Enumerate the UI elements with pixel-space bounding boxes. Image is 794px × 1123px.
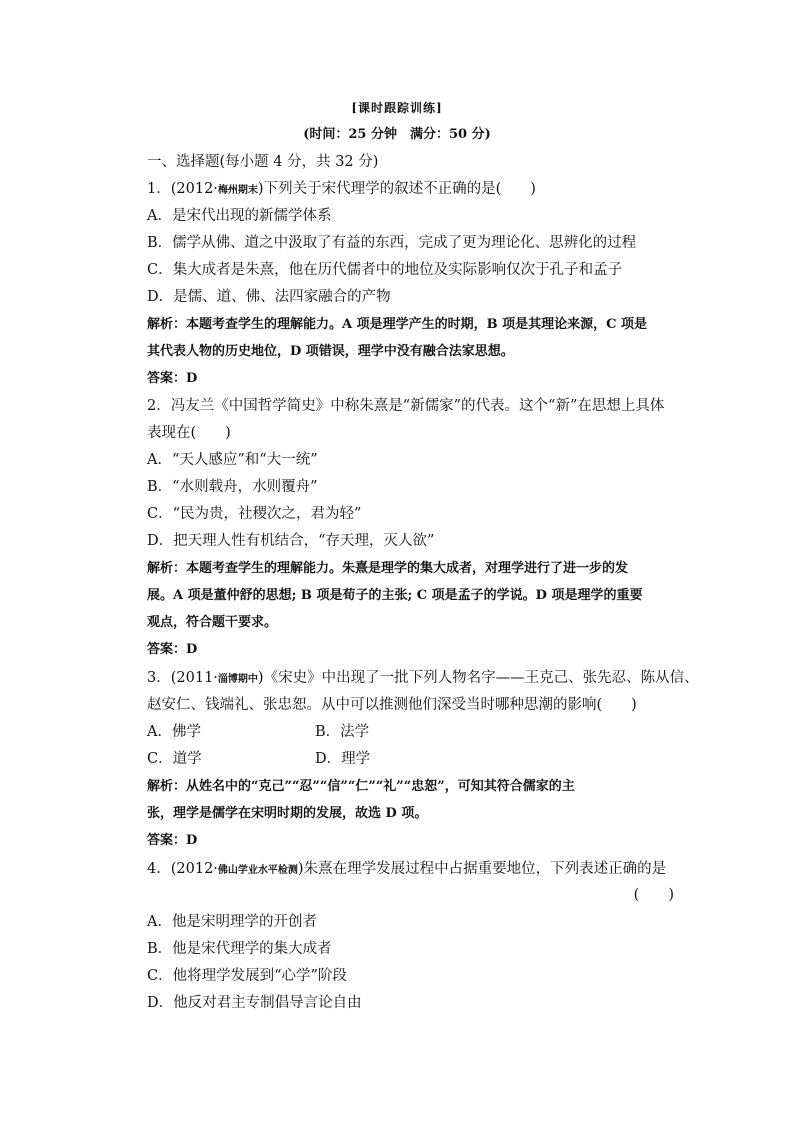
question-4-option-d: D．他反对君主专制倡导言论自由 [147, 995, 362, 1011]
question-2-option-b: B．“水则载舟，水则覆舟” [147, 479, 318, 495]
question-1-explanation-line1: 解析：本题考查学生的理解能力。A 项是理学产生的时期，B 项是其理论来源，C 项是 [147, 317, 647, 332]
question-2-option-c: C．“民为贵，社稷次之，君为轻” [147, 506, 362, 522]
source-tag: 梅州期末 [217, 185, 258, 196]
question-3-option-b: B．法学 [315, 724, 370, 740]
question-2-stem-line2: 表现在( ) [147, 425, 231, 441]
question-4-option-b: B．他是宋代理学的集大成者 [147, 941, 332, 957]
question-3-stem-line2: 赵安仁、钱端礼、张忠恕。从中可以推测他们深受当时哪种思潮的影响( ) [147, 697, 637, 713]
source-tag: 淄博期中 [217, 674, 258, 685]
time-score-info: (时间：25 分钟 满分：50 分) [303, 127, 491, 142]
question-3-options-row1 [147, 722, 370, 742]
exercise-title: [课时跟踪训练] [351, 101, 443, 115]
question-1-explanation-line2: 其代表人物的历史地位，D 项错误，理学中没有融合法家思想。 [147, 344, 514, 359]
question-2-answer: 答案：D [147, 642, 198, 657]
question-4-option-a: A．他是宋明理学的开创者 [147, 914, 317, 930]
question-4-option-c: C．他将理学发展到“心学”阶段 [147, 968, 347, 984]
question-3-option-c: C．道学 [147, 751, 202, 767]
question-2-stem-line1: 2．冯友兰《中国哲学简史》中称朱熹是“新儒家”的代表。这个“新”在思想上具体 [147, 398, 665, 414]
question-2-option-a: A．“天人感应”和“大一统” [147, 452, 318, 468]
question-1-stem: 1．(2012·梅州期末)下列关于宋代理学的叙述不正确的是( ) [147, 181, 536, 197]
question-2-option-d: D．把天理人性有机结合，“存天理，灭人欲” [147, 533, 435, 549]
question-3-explanation-line2: 张，理学是儒学在宋明时期的发展，故选 D 项。 [147, 806, 428, 821]
question-3-options-row2 [147, 749, 371, 769]
question-3-explanation-line1: 解析：从姓名中的“克己”“忍”“信”“仁”“礼”“忠恕”，可知其符合儒家的主 [147, 779, 575, 794]
question-3-option-a: A．佛学 [147, 724, 201, 740]
question-1-option-d: D．是儒、道、佛、法四家融合的产物 [147, 289, 391, 305]
question-1-option-a: A．是宋代出现的新儒学体系 [147, 208, 332, 224]
question-2-explanation-line2: 展。A 项是董仲舒的思想; B 项是荀子的主张; C 项是孟子的学说。D 项是理学的重要 [147, 588, 643, 603]
question-4-answer-blank: ( ) [633, 887, 674, 903]
section-heading: 一、选择题(每小题 4 分，共 32 分) [147, 154, 379, 170]
question-3-option-d: D．理学 [315, 751, 371, 767]
question-2-explanation-line1: 解析：本题考查学生的理解能力。朱熹是理学的集大成者，对理学进行了进一步的发 [147, 561, 629, 576]
question-3-answer: 答案：D [147, 833, 198, 848]
question-1-option-c: C．集大成者是朱熹，他在历代儒者中的地位及实际影响仅次于孔子和孟子 [147, 262, 623, 278]
question-1-option-b: B．儒学从佛、道之中汲取了有益的东西，完成了更为理论化、思辨化的过程 [147, 235, 637, 251]
question-1-answer: 答案：D [147, 371, 198, 386]
question-2-explanation-line3: 观点，符合题干要求。 [147, 615, 278, 630]
question-4-stem: 4．(2012·佛山学业水平检测)朱熹在理学发展过程中占据重要地位，下列表述正确的是 [147, 861, 667, 877]
question-3-stem-line1: 3．(2011·淄博期中)《宋史》中出现了一批下列人物名字——王克己、张先忍、陈从信、 [147, 670, 699, 686]
source-tag: 佛山学业水平检测 [217, 865, 298, 876]
